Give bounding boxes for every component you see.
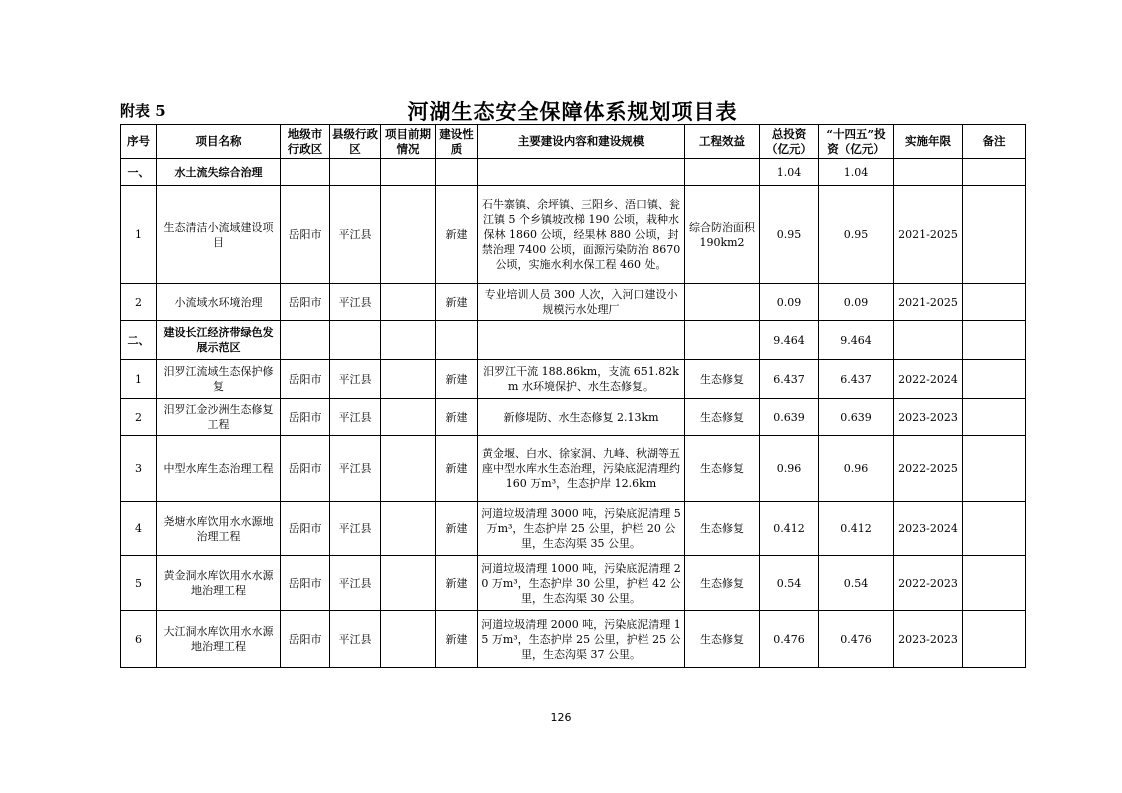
page-number: 126 xyxy=(550,711,572,724)
years: 2021-2025 xyxy=(894,284,963,321)
note xyxy=(963,399,1026,436)
row-number: 6 xyxy=(121,611,157,668)
years: 2023-2023 xyxy=(894,611,963,668)
total-investment: 0.639 xyxy=(760,399,819,436)
preliminary xyxy=(381,436,436,502)
content: 专业培训人员 300 人次，入河口建设小规模污水处理厂 xyxy=(478,284,685,321)
header-cell: 序号 xyxy=(121,125,157,159)
section-total: 9.464 xyxy=(760,321,819,360)
note xyxy=(963,502,1026,556)
row-number: 2 xyxy=(121,399,157,436)
project-name: 大江洞水库饮用水水源地治理工程 xyxy=(157,611,281,668)
page-header xyxy=(120,96,1025,124)
header-cell: 主要建设内容和建设规模 xyxy=(478,125,685,159)
nature: 新建 xyxy=(436,360,478,399)
section-row xyxy=(121,321,1026,360)
city: 岳阳市 xyxy=(281,399,330,436)
plan-investment: 0.54 xyxy=(819,556,894,611)
section-total: 1.04 xyxy=(760,159,819,186)
city: 岳阳市 xyxy=(281,186,330,284)
total-investment: 0.96 xyxy=(760,436,819,502)
project-name: 中型水库生态治理工程 xyxy=(157,436,281,502)
table-row xyxy=(121,399,1026,436)
years: 2022-2024 xyxy=(894,360,963,399)
plan-investment: 0.476 xyxy=(819,611,894,668)
header-cell: “十四五”投资（亿元） xyxy=(819,125,894,159)
header-cell: 地级市行政区 xyxy=(281,125,330,159)
table-row xyxy=(121,284,1026,321)
county: 平江县 xyxy=(330,284,381,321)
content: 河道垃圾清理 3000 吨，污染底泥清理 5 万m³，生态护岸 25 公里，护栏 20 公里，生态沟渠 35 公里。 xyxy=(478,502,685,556)
note xyxy=(963,436,1026,502)
nature: 新建 xyxy=(436,502,478,556)
total-investment: 0.476 xyxy=(760,611,819,668)
content: 河道垃圾清理 1000 吨，污染底泥清理 20 万m³，生态护岸 30 公里，护栏 42 公里，生态沟渠 30 公里。 xyxy=(478,556,685,611)
plan-investment: 0.639 xyxy=(819,399,894,436)
nature: 新建 xyxy=(436,436,478,502)
years: 2021-2025 xyxy=(894,186,963,284)
years: 2022-2025 xyxy=(894,436,963,502)
section-number: 一、 xyxy=(121,159,157,186)
benefit: 生态修复 xyxy=(685,556,760,611)
note xyxy=(963,360,1026,399)
preliminary xyxy=(381,360,436,399)
plan-investment: 0.96 xyxy=(819,436,894,502)
county: 平江县 xyxy=(330,556,381,611)
project-name: 汨罗江流域生态保护修复 xyxy=(157,360,281,399)
total-investment: 6.437 xyxy=(760,360,819,399)
annex-label: 附表 5 xyxy=(120,102,166,120)
section-plan: 9.464 xyxy=(819,321,894,360)
row-number: 3 xyxy=(121,436,157,502)
project-name: 小流域水环境治理 xyxy=(157,284,281,321)
years: 2022-2023 xyxy=(894,556,963,611)
nature: 新建 xyxy=(436,399,478,436)
county: 平江县 xyxy=(330,360,381,399)
content: 石牛寨镇、余坪镇、三阳乡、浯口镇、瓮江镇 5 个乡镇坡改梯 190 公顷，栽种水保林 1860 公顷，经果林 880 公顷，封禁治理 7400 公顷，面源污染防治 8670 公顷，实施水利水保工程 460 处。 xyxy=(478,186,685,284)
content: 河道垃圾清理 2000 吨，污染底泥清理 15 万m³，生态护岸 25 公里，护栏 25 公里，生态沟渠 37 公里。 xyxy=(478,611,685,668)
nature: 新建 xyxy=(436,284,478,321)
benefit: 生态修复 xyxy=(685,436,760,502)
project-name: 黄金洞水库饮用水水源地治理工程 xyxy=(157,556,281,611)
total-investment: 0.09 xyxy=(760,284,819,321)
row-number: 4 xyxy=(121,502,157,556)
note xyxy=(963,556,1026,611)
plan-investment: 0.09 xyxy=(819,284,894,321)
project-name: 生态清洁小流域建设项目 xyxy=(157,186,281,284)
header-cell: 总投资（亿元） xyxy=(760,125,819,159)
row-number: 2 xyxy=(121,284,157,321)
county: 平江县 xyxy=(330,399,381,436)
content: 新修堤防、水生态修复 2.13km xyxy=(478,399,685,436)
nature: 新建 xyxy=(436,186,478,284)
table-title: 河湖生态安全保障体系规划项目表 xyxy=(407,99,738,124)
preliminary xyxy=(381,556,436,611)
header-cell: 项目名称 xyxy=(157,125,281,159)
section-name: 建设长江经济带绿色发展示范区 xyxy=(157,321,281,360)
content: 黄金堰、白水、徐家洞、九峰、秋湖等五座中型水库水生态治理，污染底泥清理约 160 万m³，生态护岸 12.6km xyxy=(478,436,685,502)
benefit: 生态修复 xyxy=(685,399,760,436)
table-row xyxy=(121,502,1026,556)
content: 汨罗江干流 188.86km，支流 651.82km 水环境保护、水生态修复。 xyxy=(478,360,685,399)
years: 2023-2023 xyxy=(894,399,963,436)
benefit xyxy=(685,284,760,321)
preliminary xyxy=(381,399,436,436)
table-row xyxy=(121,436,1026,502)
benefit: 生态修复 xyxy=(685,611,760,668)
total-investment: 0.54 xyxy=(760,556,819,611)
note xyxy=(963,611,1026,668)
note xyxy=(963,186,1026,284)
benefit: 生态修复 xyxy=(685,502,760,556)
table-row xyxy=(121,611,1026,668)
years: 2023-2024 xyxy=(894,502,963,556)
plan-investment: 0.412 xyxy=(819,502,894,556)
header-cell: 县级行政区 xyxy=(330,125,381,159)
project-name: 汨罗江金沙洲生态修复工程 xyxy=(157,399,281,436)
city: 岳阳市 xyxy=(281,502,330,556)
table-row xyxy=(121,556,1026,611)
row-number: 1 xyxy=(121,360,157,399)
section-row xyxy=(121,159,1026,186)
note xyxy=(963,284,1026,321)
header-cell: 项目前期情况 xyxy=(381,125,436,159)
section-number: 二、 xyxy=(121,321,157,360)
city: 岳阳市 xyxy=(281,436,330,502)
county: 平江县 xyxy=(330,611,381,668)
city: 岳阳市 xyxy=(281,611,330,668)
section-name: 水土流失综合治理 xyxy=(157,159,281,186)
project-table xyxy=(120,124,1026,668)
header-row xyxy=(121,125,1026,159)
county: 平江县 xyxy=(330,186,381,284)
city: 岳阳市 xyxy=(281,360,330,399)
row-number: 1 xyxy=(121,186,157,284)
city: 岳阳市 xyxy=(281,556,330,611)
table-row xyxy=(121,360,1026,399)
benefit: 综合防治面积 190km2 xyxy=(685,186,760,284)
preliminary xyxy=(381,284,436,321)
header-cell: 实施年限 xyxy=(894,125,963,159)
preliminary xyxy=(381,502,436,556)
county: 平江县 xyxy=(330,436,381,502)
preliminary xyxy=(381,611,436,668)
table-row xyxy=(121,186,1026,284)
nature: 新建 xyxy=(436,611,478,668)
total-investment: 0.95 xyxy=(760,186,819,284)
plan-investment: 0.95 xyxy=(819,186,894,284)
row-number: 5 xyxy=(121,556,157,611)
section-plan: 1.04 xyxy=(819,159,894,186)
header-cell: 建设性质 xyxy=(436,125,478,159)
county: 平江县 xyxy=(330,502,381,556)
preliminary xyxy=(381,186,436,284)
header-cell: 备注 xyxy=(963,125,1026,159)
project-name: 尧塘水库饮用水水源地治理工程 xyxy=(157,502,281,556)
header-cell: 工程效益 xyxy=(685,125,760,159)
city: 岳阳市 xyxy=(281,284,330,321)
plan-investment: 6.437 xyxy=(819,360,894,399)
benefit: 生态修复 xyxy=(685,360,760,399)
nature: 新建 xyxy=(436,556,478,611)
total-investment: 0.412 xyxy=(760,502,819,556)
